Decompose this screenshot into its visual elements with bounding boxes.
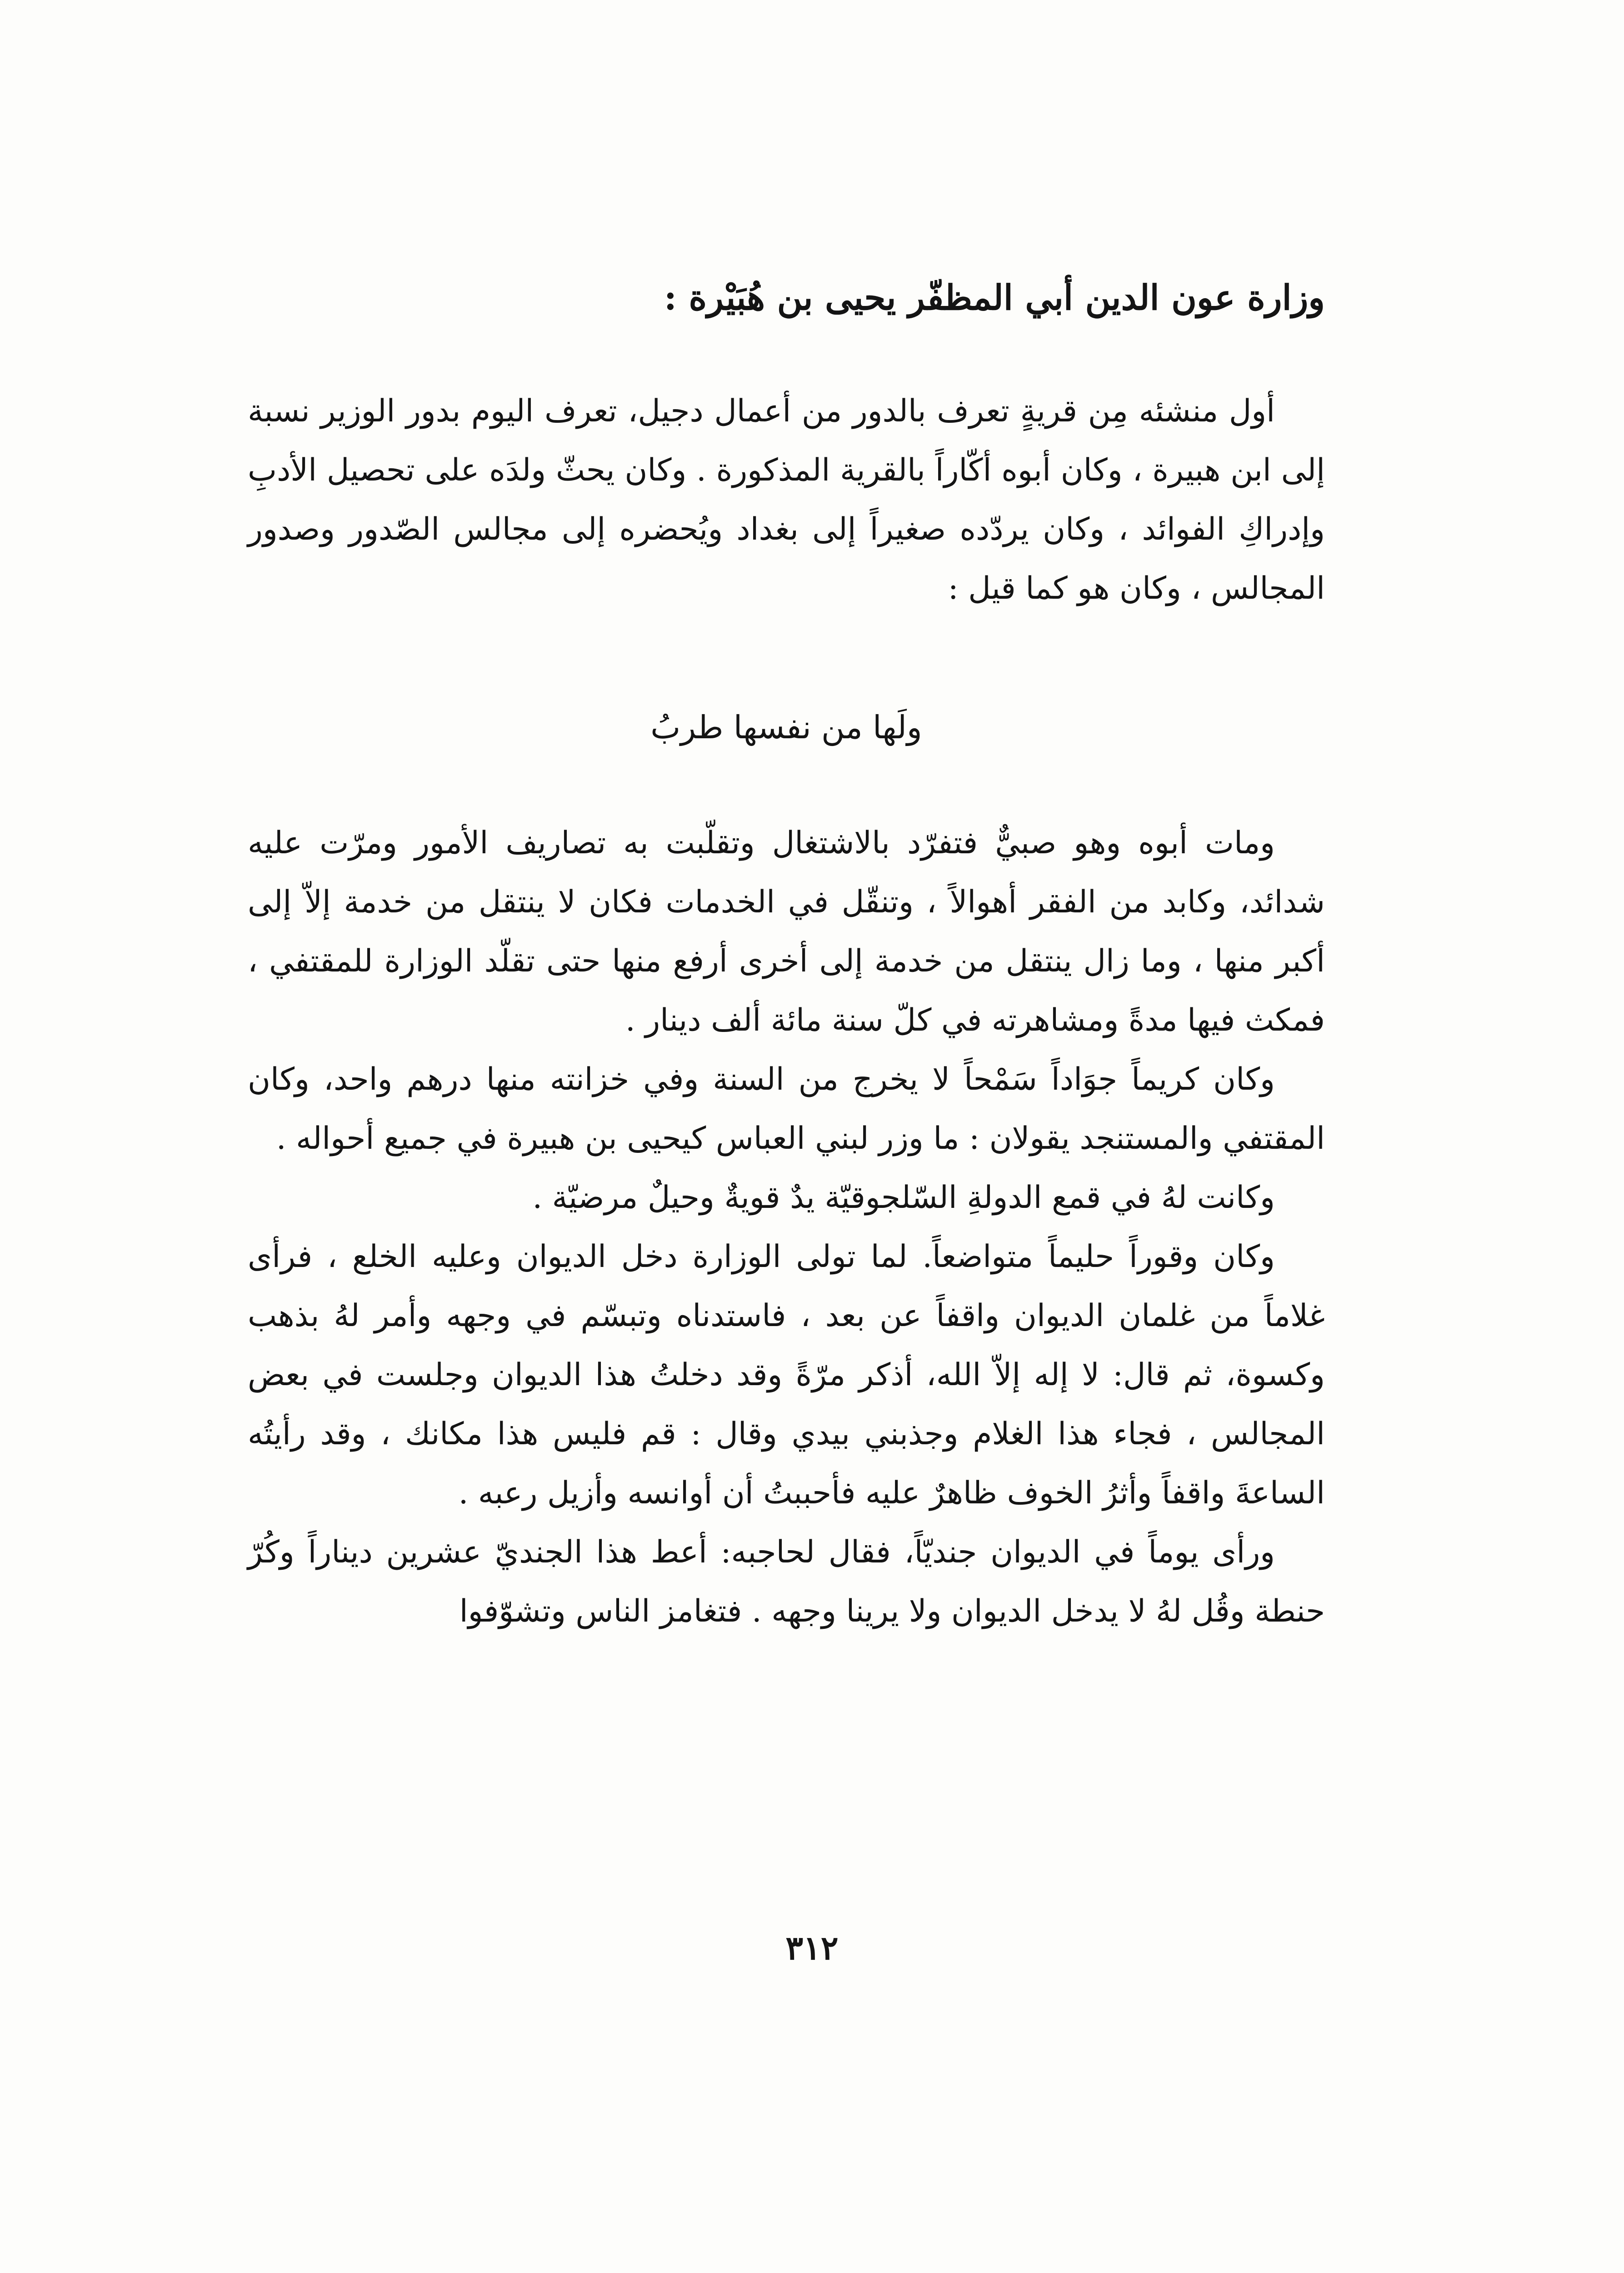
- verse-line: ولَها من نفسها طربُ: [650, 709, 922, 746]
- paragraph: ورأى يوماً في الديوان جنديّاً، فقال لحاجبه: أعط هذا الجنديّ عشرين ديناراً وكُرّ حنطة وقُل لهُ لا يدخل الديوان ولا يرينا وجهه . فتغامز الناس وتشوّفوا: [248, 1534, 1325, 1629]
- intro-paragraph: أول منشئه مِن قريةٍ تعرف بالدور من أعمال دجيل، تعرف اليوم بدور الوزير نسبة إلى ابن هبيرة ، وكان أبوه أكّاراً بالقرية المذكورة . وكان يحثّ ولدَه على تحصيل الأدبِ وإدراكِ الفوائد ، وكان يردّده صغيراً إلى بغداد ويُحضره إلى مجالس الصّدور وصدور المجالس ، وكان هو كما قيل :: [248, 393, 1325, 606]
- intro-block: [248, 382, 1325, 618]
- paragraph: وكان وقوراً حليماً متواضعاً. لما تولى الوزارة دخل الديوان وعليه الخلع ، فرأى غلاماً من غلمان الديوان واقفاً عن بعد ، فاستدناه وتبسّم في وجهه وأمر لهُ بذهب وكسوة، ثم قال: لا إله إلاّ الله، أذكر مرّةً وقد دخلتُ هذا الديوان وجلست في بعض المجالس ، فجاء هذا الغلام وجذبني بيدي وقال : قم فليس هذا مكانك ، وقد رأيتُه الساعةَ واقفاً وأثرُ الخوف ظاهرٌ عليه فأحببتُ أن أوانسه وأزيل رعبه .: [248, 1239, 1325, 1511]
- main-text-block: [248, 814, 1325, 1641]
- paragraph: ومات أبوه وهو صبيٌّ فتفرّد بالاشتغال وتقلّبت به تصاريف الأمور ومرّت عليه شدائد، وكابد من الفقر أهوالاً ، وتنقّل في الخدمات فكان لا ينتقل من خدمة إلاّ إلى أكبر منها ، وما زال ينتقل من خدمة إلى أخرى أرفع منها حتى تقلّد الوزارة للمقتفي ، فمكث فيها مدةً ومشاهرته في كلّ سنة مائة ألف دينار .: [248, 825, 1325, 1038]
- page-number: ٣١٢: [785, 1928, 839, 1967]
- paragraph: وكان كريماً جوَاداً سَمْحاً لا يخرج من السنة وفي خزانته منها درهم واحد، وكان المقتفي والمستنجد يقولان : ما وزر لبني العباس كيحيى بن هبيرة في جميع أحواله .: [248, 1061, 1325, 1157]
- paragraph: وكانت لهُ في قمع الدولةِ السّلجوقيّة يدٌ قويةٌ وحيلٌ مرضيّة .: [532, 1180, 1275, 1216]
- section-heading: وزارة عون الدين أبي المظفّر يحيى بن هُبَيْرة :: [664, 277, 1325, 318]
